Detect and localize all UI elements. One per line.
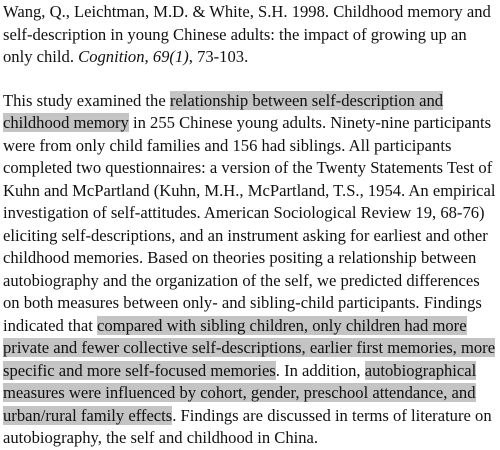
document-page [3, 1, 497, 450]
abstract-paragraph [3, 90, 497, 450]
citation-pages: , 73-103. [188, 47, 249, 66]
highlight-relationship: relationship between self-description and childhood memory [3, 90, 444, 132]
citation-journal: Cognition, 69(1) [78, 47, 189, 66]
highlight-findings: compared with sibling children, only children had more private and fewer collective self-descriptions, earlier first memories, more specific and more self-focused memories [3, 315, 496, 380]
abstract-lead: This study examined the [3, 90, 170, 110]
abstract-text-2: . In addition, [275, 360, 365, 380]
citation [3, 1, 497, 69]
abstract-text-1: in 255 Chinese young adults. Ninety-nine participants were from only child families and 156 had siblings. All participants completed two questionnaires: a version of the Twenty Statements Test of Kuhn and McPartland (Kuhn, M.H., McPartland, T.S., 1954. An empirical investigation of self-attitudes. American Sociological Review 19, 68-76) eliciting self-descriptions, and an instrument asking for earliest and other childhood memories. Based on theories positing a relationship between autobiography and the organization of the self, we predicted differences on both measures between only- and sibling-child participants. Findings indicated that [3, 113, 496, 335]
abstract-text-3: . Findings are discussed in terms of literature on autobiography, the self and childhood in China. [3, 405, 492, 447]
highlight-autobiographical-measures: autobiographical measures were influenced by cohort, gender, preschool attendance, and urban/rural family effects [3, 360, 477, 425]
citation-authors-title: Wang, Q., Leichtman, M.D. & White, S.H. 1998. Childhood memory and self-description in young Chinese adults: the impact of growing up an only child. [3, 2, 491, 66]
